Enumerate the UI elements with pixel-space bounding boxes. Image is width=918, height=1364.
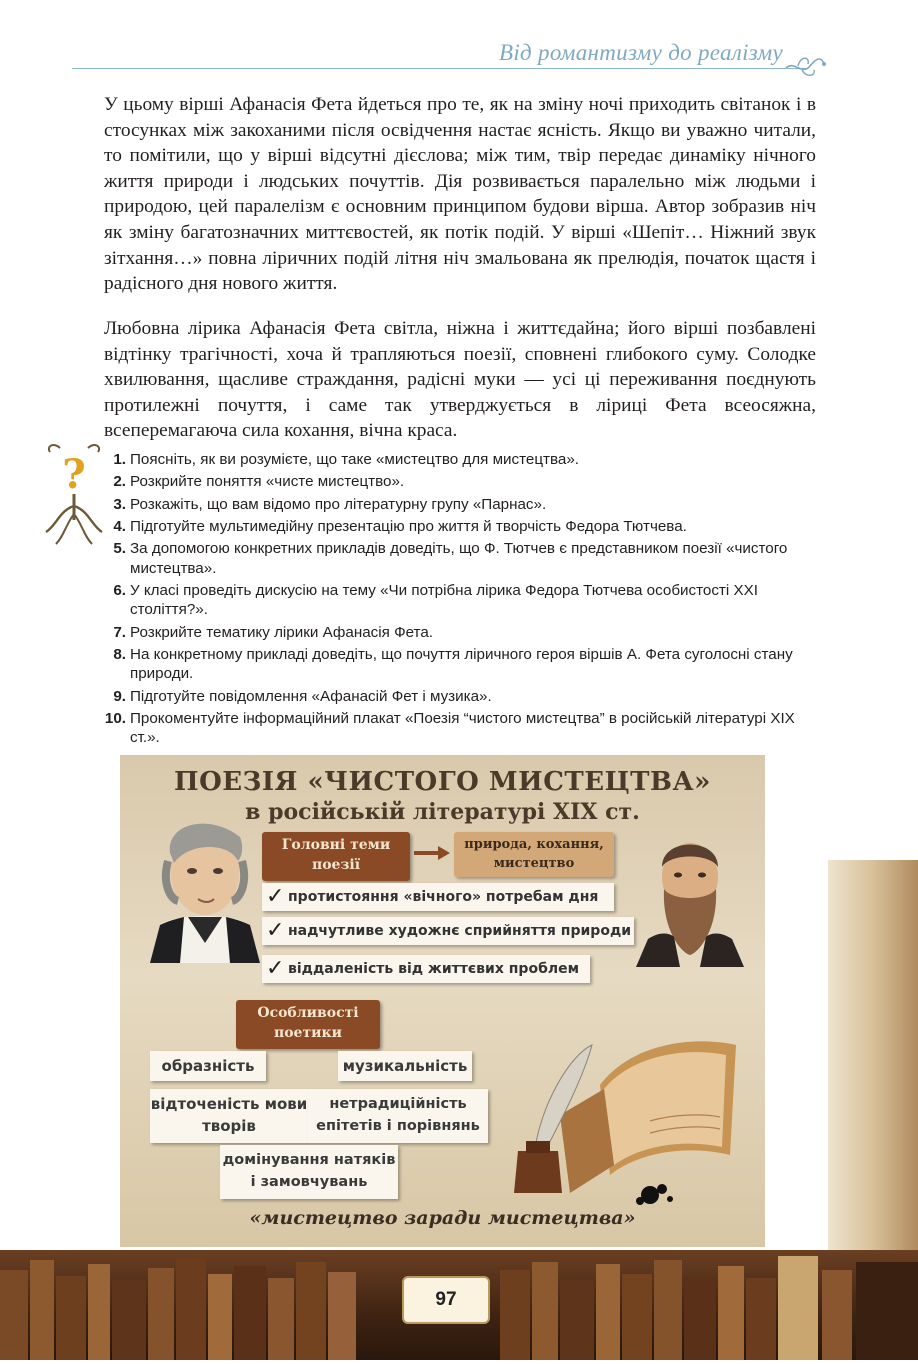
check-text: надчутливе художнє сприйняття природи	[288, 923, 632, 939]
question-text: Підготуйте мультимедійну презентацію про життя й творчість Федора Тютчева.	[130, 517, 687, 535]
list-item	[100, 687, 820, 706]
paragraph-1: У цьому вірші Афанасія Фета йдеться про те, як на зміну ночі приходить світанок і в стосунках між закоханими після освідчення настає ясність. Якщо ви уважно читали, то помітили, що у вірші відсутні дієслова; між тим, твір передає динаміку нічного життя природи і людських почуттів. Дія розвивається паралельно між людьми і природою, цей паралелізм є основним принципом будови вірша. Автор зобразив ніч як зміну багатозначних миттєвостей, як потік подій. У вірші «Шепіт… Ніжний звук зітхання…» повна ліричних подій літня ніч змальована як прелюдія, початок щастя і радісного дня нового життя.	[104, 94, 816, 295]
question-number: 5.	[113, 540, 126, 558]
question-text: Розкрийте поняття «чисте мистецтво».	[130, 473, 405, 491]
question-number: 4.	[113, 517, 126, 535]
svg-text:?: ?	[62, 451, 86, 498]
question-text: Підготуйте повідомлення «Афанасій Фет і музика».	[130, 687, 492, 705]
checkmark-icon: ✓	[266, 956, 285, 981]
question-number: 1.	[113, 451, 126, 468]
check-row	[262, 917, 634, 945]
poetics-label: Особливості поетики	[236, 1000, 380, 1049]
poster-subtitle: в російській літературі XIX ст.	[245, 799, 640, 825]
question-number: 7.	[113, 623, 126, 641]
portrait-fet-image	[630, 827, 750, 967]
question-number: 2.	[113, 473, 126, 491]
feature-box: домінування натяків і замовчувань	[220, 1145, 398, 1199]
feature-box: нетрадиційність епітетів і порівнянь	[308, 1089, 488, 1143]
list-item	[100, 495, 820, 514]
feature-box: музикальність	[338, 1051, 472, 1081]
paragraph-2: Любовна лірика Афанасія Фета світла, ніжна і життєдайна; його вірші позбавлені відтінку трагічності, хоча й трапляються поезії, сповнені глибокого суму. Солодке хвилювання, щасливе страждання, радісні муки — усі ці переживання поєднують протилежні почуття, і саме так утверджується в ліриці Фета всеосяжна, всеперемагаюча сила кохання, вічна краса.	[104, 318, 816, 442]
section-title: Від романтизму до реалізму	[499, 40, 783, 65]
question-text: За допомогою конкретних прикладів доведіть, що Ф. Тютчев є представником поезії «чистого мистецтва».	[130, 540, 788, 577]
list-item	[100, 709, 820, 748]
question-number: 9.	[113, 687, 126, 705]
decorative-side-image	[828, 860, 918, 1260]
question-number: 6.	[113, 581, 126, 599]
question-text: Поясніть, як ви розумієте, що таке «мистецтво для мистецтва».	[130, 451, 579, 468]
arrow-right-icon	[412, 843, 452, 863]
list-item	[100, 623, 820, 642]
check-text: протистояння «вічного» потребам дня	[288, 889, 599, 905]
question-text: Прокоментуйте інформаційний плакат «Поезія “чистого мистецтва” в російській літературі XIX ст.».	[130, 709, 795, 747]
question-number: 8.	[113, 645, 126, 663]
question-text: Розкажіть, що вам відомо про літературну групу «Парнас».	[130, 495, 547, 513]
header-line	[72, 68, 807, 69]
question-text: Розкрийте тематику лірики Афанасія Фета.	[130, 623, 434, 641]
flourish-ornament-icon	[784, 50, 826, 82]
list-item	[100, 645, 820, 684]
page-number: 97	[402, 1276, 490, 1324]
list-item	[100, 581, 820, 620]
feature-box: образність	[150, 1051, 266, 1081]
check-text: віддаленість від життєвих проблем	[288, 961, 580, 977]
list-item	[100, 472, 820, 491]
book-quill-inkwell-icon	[500, 1005, 750, 1215]
poster-title: ПОЕЗІЯ «ЧИСТОГО МИСТЕЦТВА»	[174, 767, 711, 797]
check-row	[262, 883, 614, 911]
list-item	[100, 539, 820, 578]
poster-motto: «мистецтво заради мистецтва»	[249, 1207, 636, 1229]
portrait-tyutchev-image	[140, 813, 270, 963]
themes-label: Головні теми поезії	[262, 832, 410, 881]
checkmark-icon: ✓	[266, 918, 285, 943]
question-number: 10.	[104, 709, 126, 727]
question-number: 3.	[113, 495, 126, 513]
questions-list	[100, 450, 820, 751]
question-text: На конкретному прикладі доведіть, що почуття ліричного героя віршів А. Фета суголосні стану природи.	[130, 645, 793, 683]
check-row	[262, 955, 590, 983]
feature-box: відточеність мови творів	[150, 1089, 308, 1143]
question-text: У класі проведіть дискусію на тему «Чи потрібна лірика Федора Тютчева особистості XXI століття?».	[130, 581, 758, 619]
checkmark-icon: ✓	[266, 884, 285, 909]
list-item	[100, 450, 820, 469]
list-item	[100, 517, 820, 536]
themes-value: природа, кохання, мистецтво	[454, 832, 614, 877]
info-poster	[120, 755, 765, 1247]
